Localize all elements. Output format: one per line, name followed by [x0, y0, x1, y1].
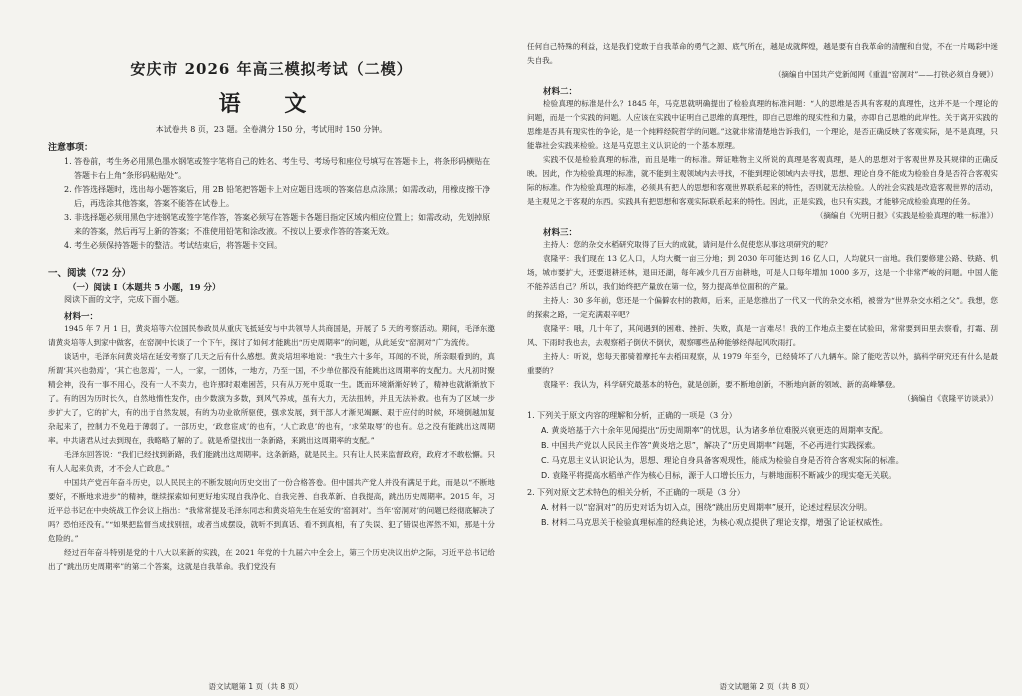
reading-instruction: 阅读下面的文字，完成下面小题。	[64, 295, 184, 304]
notice-heading: 注意事项：	[48, 143, 94, 153]
source-citation: （摘编自《光明日报》《实践是检验真理的唯一标准》）	[815, 211, 998, 220]
paragraph: 实践不仅是检验真理的标准，而且是唯一的标准。辩证唯物主义所说的真理是客观真理，是人的思想对于客观世界及其规律的正确反映。因此，作为检验真理的标准，就不能到主观领域内去寻找，不能到理论领域内去寻找，思想、理论自身不能成为检验自身是否符合客观实际的标准。作为检验真理的标准，必须具有把人的思想和客观世界联系起来的特性，否则就无法检验。人的社会实践是改造客观世界的活动，是主观见之于客观的东西。实践具有把思想和客观实际联系起来的特性。因此，正是实践，也只有实践，才能够完成检验真理的任务。	[527, 155, 998, 206]
interview-line: 主持人：您的杂交水稻研究取得了巨大的成就，请问是什么促使您从事这项研究的呢？	[543, 240, 832, 249]
notice-item: 2. 作答选择题时，选出每小题答案后，用 2B 铅笔把答题卡上对应题目选项的答案信息点涂黑；如需改动，用橡皮擦干净后，再选涂其他答案，答案不能答在试卷上。	[64, 185, 491, 208]
notice-item: 4. 考生必须保持答题卡的整洁。考试结束后，将答题卡交回。	[64, 241, 283, 250]
question-2: 2. 下列对原文艺术特色的相关分析，不正确的一项是（3 分）	[527, 488, 745, 497]
question-1: 1. 下列关于原文内容的理解和分析，正确的一项是（3 分）	[527, 411, 737, 420]
exam-info: 本试卷共 8 页，23 题。全卷满分 150 分，考试用时 150 分钟。	[155, 125, 388, 134]
exam-page-2	[511, 0, 1022, 696]
question-1-option-a: A. 黄炎培基于六十余年见闻提出“历史周期率”的忧思，认为诸多单位难脱兴衰更迭的周期率支配。	[541, 426, 888, 435]
interview-line: 袁隆平：我认为，科学研究最基本的特色，就是创新，要不断地创新，不断地向新的领域、新的高峰攀登。	[543, 380, 900, 389]
exam-title: 安庆市 2026 年高三模拟考试（二模）	[130, 60, 413, 78]
interview-line: 袁隆平：哦，几十年了，其间遇到的困难、挫折、失败，真是一言难尽！我的工作地点主要在试验田，常常要到田里去察看，打霜、刮风、下雨时我也去，去观察稻子倒伏不倒伏，观察哪些品种能够经得起风吹雨打。	[527, 324, 998, 347]
question-1-option-b: B. 中国共产党以人民民主作答“黄炎培之思”，解决了“历史周期率”问题，不必再进行实践探索。	[541, 441, 881, 450]
question-1-option-c: C. 马克思主义认识论认为，思想、理论自身具备客观现性，能成为检验自身是否符合客观实际的标准。	[541, 456, 904, 465]
paragraph: 1945 年 7 月 1 日，黄炎培等六位国民参政员从重庆飞抵延安与中共领导人共商国是，开展了 5 天的考察活动。期间，毛泽东邀请黄炎培等人到家中做客，在窑洞中长谈了一个下午，探讨了如何才能跳出“历史周期率”的问题，从此延安“窑洞对”广为流传。	[48, 324, 495, 347]
paragraph: 中国共产党百年奋斗历史，以人民民主的不断发展向历史交出了一份合格答卷。但中国共产党人并没有满足于此，而是以“不断地要好，不断地求进步”的精神，继续探索如何更好地实现自我净化、自我完善、自我革新、自我提高，跳出历史周期率。2015 年，习近平总书记在中央统战工作会议上指出：“我常常提及毛泽东同志和黄炎培先生在延安的‘窑洞对’。当年‘窑洞对’的问题已经彻底解决了吗？恐怕还没有。”“如果把监督当成找别扭，或者当成摆设，就听不到真话、看不到真相，有了失误、犯了错误也浑然不知，那是十分危险的。”	[48, 478, 495, 543]
material-1-label: 材料一：	[64, 312, 99, 322]
subject-title: 语 文	[218, 91, 325, 117]
interview-line: 主持人：听说，您每天都骑着摩托车去稻田观察，从 1979 年至今，已经骑坏了八九辆车。除了能吃苦以外，搞科学研究还有什么是最重要的？	[527, 352, 998, 375]
interview-line: 袁隆平：我们现在 13 亿人口，人均大概一亩三分地；到 2030 年可能达到 16 亿人口，人均就只一亩地。我们要修建公路、铁路、机场，城市要扩大，还要退耕还林，退田还湖，每年减少几百万亩耕地，可是人口每年增加 1000 多万，这是一个非常严峻的问题。中国人能不能养活自己？所以，我们始终把产量放在第一位，努力提高单位面积的产量。	[527, 254, 998, 291]
material-2-label: 材料二：	[543, 87, 578, 97]
notice-item: 1. 答卷前，考生务必用黑色墨水钢笔或签字笔将自己的姓名、考生号、考场号和座位号填写在答题卡上，将条形码横贴在答题卡右上角“条形码粘贴处”。	[64, 157, 491, 180]
material-3-label: 材料三：	[543, 228, 578, 238]
paragraph: 检验真理的标准是什么？1845 年，马克思就明确提出了检验真理的标准问题：“人的思维是否具有客观的真理性，这并不是一个理论的问题，而是一个实践的问题。人应该在实践中证明自己思维的真理性，即自己思维的现实性和力量，亦即自己思维的此岸性。关于离开实践的思维是否具有现实性的争论，是一个纯粹经院哲学的问题。”这就非常清楚地告诉我们，一个理论，是否正确反映了客观实际，是不是真理，只能靠社会实践来检验。这是马克思主义认识论的一个基本原理。	[527, 99, 998, 150]
subsection-heading: （一）阅读 Ⅰ（本题共 5 小题，19 分）	[68, 283, 221, 293]
section-heading: 一、阅读（72 分）	[48, 268, 132, 279]
page-footer: 语文试题第 1 页（共 8 页）	[208, 682, 303, 691]
source-citation: （摘编自中国共产党新闻网《重温“窑洞对”——打铁必须自身硬》）	[773, 70, 998, 79]
source-citation: （摘编自《袁隆平访谈录》）	[903, 394, 998, 403]
question-2-option-b: B. 材料二马克思关于检验真理标准的经典论述，为核心观点提供了理论支撑，增强了论证权威性。	[541, 518, 888, 527]
interview-line: 主持人：30 多年前，您还是一个偏僻农村的教师，后来，正是您推出了一代又一代的杂交水稻，被誉为“世界杂交水稻之父”。我想，您的探索之路，一定充满艰辛吧？	[527, 296, 998, 319]
paragraph: 谈话中，毛泽东问黄炎培在延安考察了几天之后有什么感想。黄炎培坦率地说：“我生六十多年，耳闻的不说，所亲眼看到的，真所谓‘其兴也勃焉’，‘其亡也忽焉’，一人，一家，一团体，一地方，乃至一国，不少单位都没有能跳出这周期率的支配力。大凡初时聚精会神，没有一事不用心，没有一人不卖力，也许那时艰难困苦，只有从万死中觅取一生。既而环境渐渐好转了，精神也就渐渐放下了。有的因为历时长久，自然地惰性发作，由少数演为多数，到风气养成，虽有大力，无法扭转，并且无法补救。也有为了区域一步步扩大了，它的扩大，有的出于自然发展，有的为功业欲所驱使，强求发展，到干部人才渐见竭蹶、艰于应付的时候，环境倒越加复杂起来了，控制力不免趋于薄弱了。一部历史，‘政怠宦成’的也有，‘人亡政息’的也有，‘求荣取辱’的也有。总之没有能跳出这周期率。中共诸君从过去到现在，我略略了解的了。就是希望找出一条新路，来跳出这周期率的支配。”	[48, 352, 495, 445]
paragraph: 任何自己特殊的利益，这是我们党敢于自我革命的勇气之源、底气所在，越是成就辉煌，越是要有自我革命的清醒和自觉，不在一片喝彩中迷失自我。	[527, 42, 998, 65]
question-2-option-a: A. 材料一以“窑洞对”的历史对话为切入点，围绕“跳出历史周期率”展开，论述过程层次分明。	[541, 503, 872, 512]
notice-item: 3. 非选择题必须用黑色字迹钢笔或签字笔作答，答案必须写在答题卡各题目指定区域内相应位置上；如需改动，先划掉原来的答案，然后再写上新的答案；不准使用铅笔和涂改液。不按以上要求作答的答案无效。	[64, 213, 491, 236]
page-footer: 语文试题第 2 页（共 8 页）	[719, 682, 814, 691]
question-1-option-d: D. 袁隆平将提高水稻单产作为核心目标，源于人口增长压力，与耕地面积不断减少的现实毫无关联。	[541, 471, 897, 480]
paragraph: 经过百年奋斗特别是党的十八大以来新的实践，在 2021 年党的十九届六中全会上，第三个历史决议出炉之际，习近平总书记给出了“跳出历史周期率”的第二个答案，这就是自我革命。我们党没有	[48, 548, 495, 571]
paragraph: 毛泽东回答说：“我们已经找到新路，我们能跳出这周期率。这条新路，就是民主。只有让人民来监督政府，政府才不敢松懈。只有人人起来负责，才不会人亡政息。”	[48, 450, 495, 473]
